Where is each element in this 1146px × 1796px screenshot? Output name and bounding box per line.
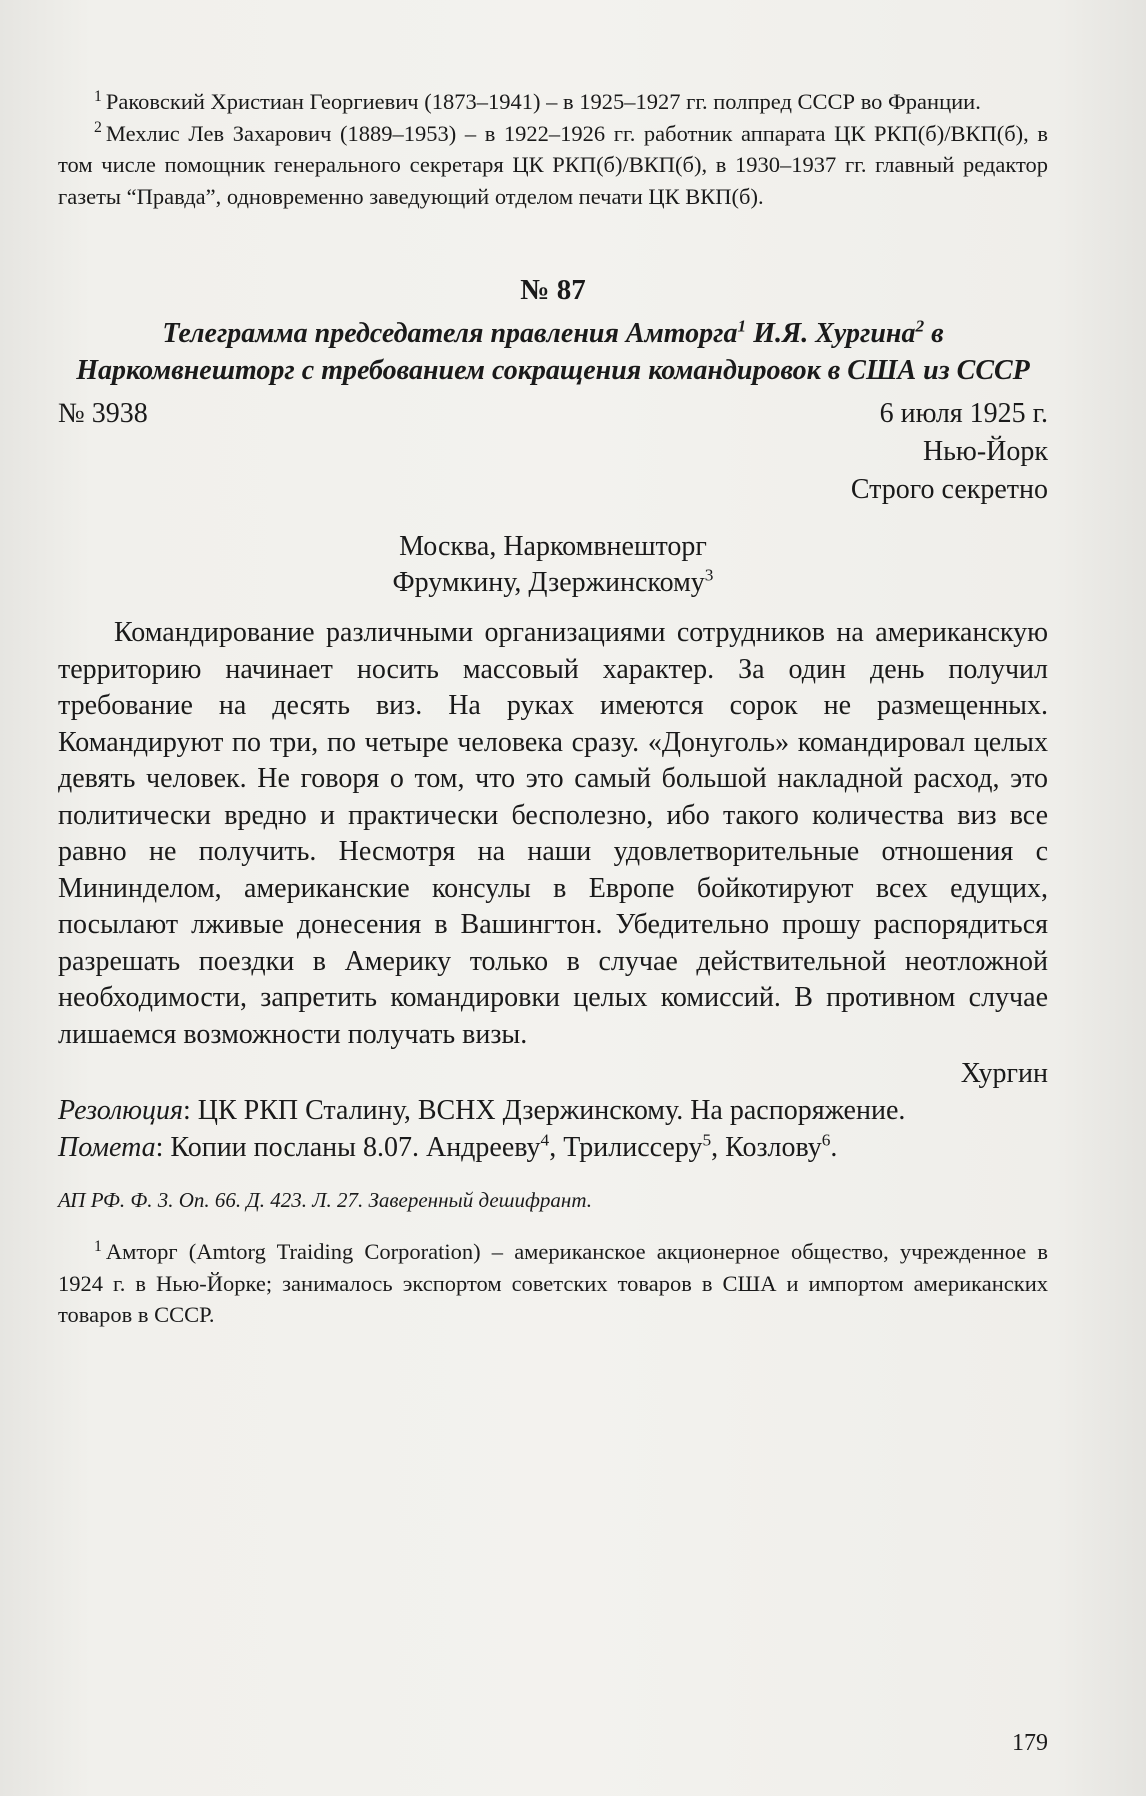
page-number: 179 xyxy=(1012,1730,1048,1756)
archive-source: АП РФ. Ф. 3. Оп. 66. Д. 423. Л. 27. Заверенный дешифрант. xyxy=(58,1188,593,1212)
secrecy-mark: Строго секретно xyxy=(850,474,1048,505)
footnote: $^2$ Мехлис Лев Захарович (1889–1953) – в 1922–1926 гг. работник аппарата ЦК РКП(б)/ВКП(б), в том числе помощник генерального секретаря ЦК РКП(б)/ВКП(б), в 1930–1937 гг. главный редактор газеты “Правда”, одновременно заведующий отделом печати ЦК ВКП(б). xyxy=(58,119,1048,209)
registration-number: № 3938 xyxy=(58,398,148,429)
bottom-footnotes xyxy=(58,1236,1048,1331)
telegram-body: Командирование различными организациями сотрудников на американскую территорию начинает носить массовый характер. За один день получил требование на десять виз. На руках имеются сорок не размещенных. Командируют по три, по четыре человека сразу. «Донуголь» командировал целых девять человек. Не говоря о том, что это самый большой накладной расход, это политически вредно и практически бесполезно, ибо такого количества виз все равно не получить. Несмотря на наши удовлетворительные отношения с Мининделом, американские консулы в Европе бойкотируют всех едущих, посылают лживые донесения в Вашингтон. Убедительно прошу распорядиться разрешать поездки в Америку только в случае действительной неотложной необходимости, запретить командировки целых комиссий. В противном случае лишаемся возможности получать визы. xyxy=(58,617,1048,1050)
footnote: $^1$ Раковский Христиан Георгиевич (1873–1941) – в 1925–1927 гг. полпред СССР во Франции. xyxy=(94,87,981,114)
mark-note: Помета: Копии посланы 8.07. Андрееву$^4$, Трилиссеру$^5$, Козлову$^6$. xyxy=(58,1130,838,1163)
document-header-row xyxy=(58,395,1048,433)
document-date: 6 июля 1925 г. xyxy=(879,398,1048,429)
document-place: Нью-Йорк xyxy=(922,436,1048,467)
page-content xyxy=(58,86,1048,1331)
signature: Хургин xyxy=(960,1058,1048,1089)
footnote: $^1$ Амторг (Amtorg Traiding Corporation) – американское акционерное общество, учрежденное в 1924 г. в Нью-Йорке; занималось экспортом советских товаров в США и импортом американских товаров в СССР. xyxy=(58,1237,1048,1327)
document-number: № 87 xyxy=(520,274,586,306)
addressee: Москва, Наркомвнешторг Фрумкину, Дзержинскому$^3$ xyxy=(392,531,714,598)
resolution: Резолюция: ЦК РКП Сталину, ВСНХ Дзержинскому. На распоряжение. xyxy=(58,1095,906,1126)
document-title: Телеграмма председателя правления Амторга$^1$ И.Я. Хургина$^2$ в Наркомвнешторг с требованием сокращения командировок в США из СССР xyxy=(76,316,1030,386)
top-footnotes xyxy=(58,86,1048,212)
